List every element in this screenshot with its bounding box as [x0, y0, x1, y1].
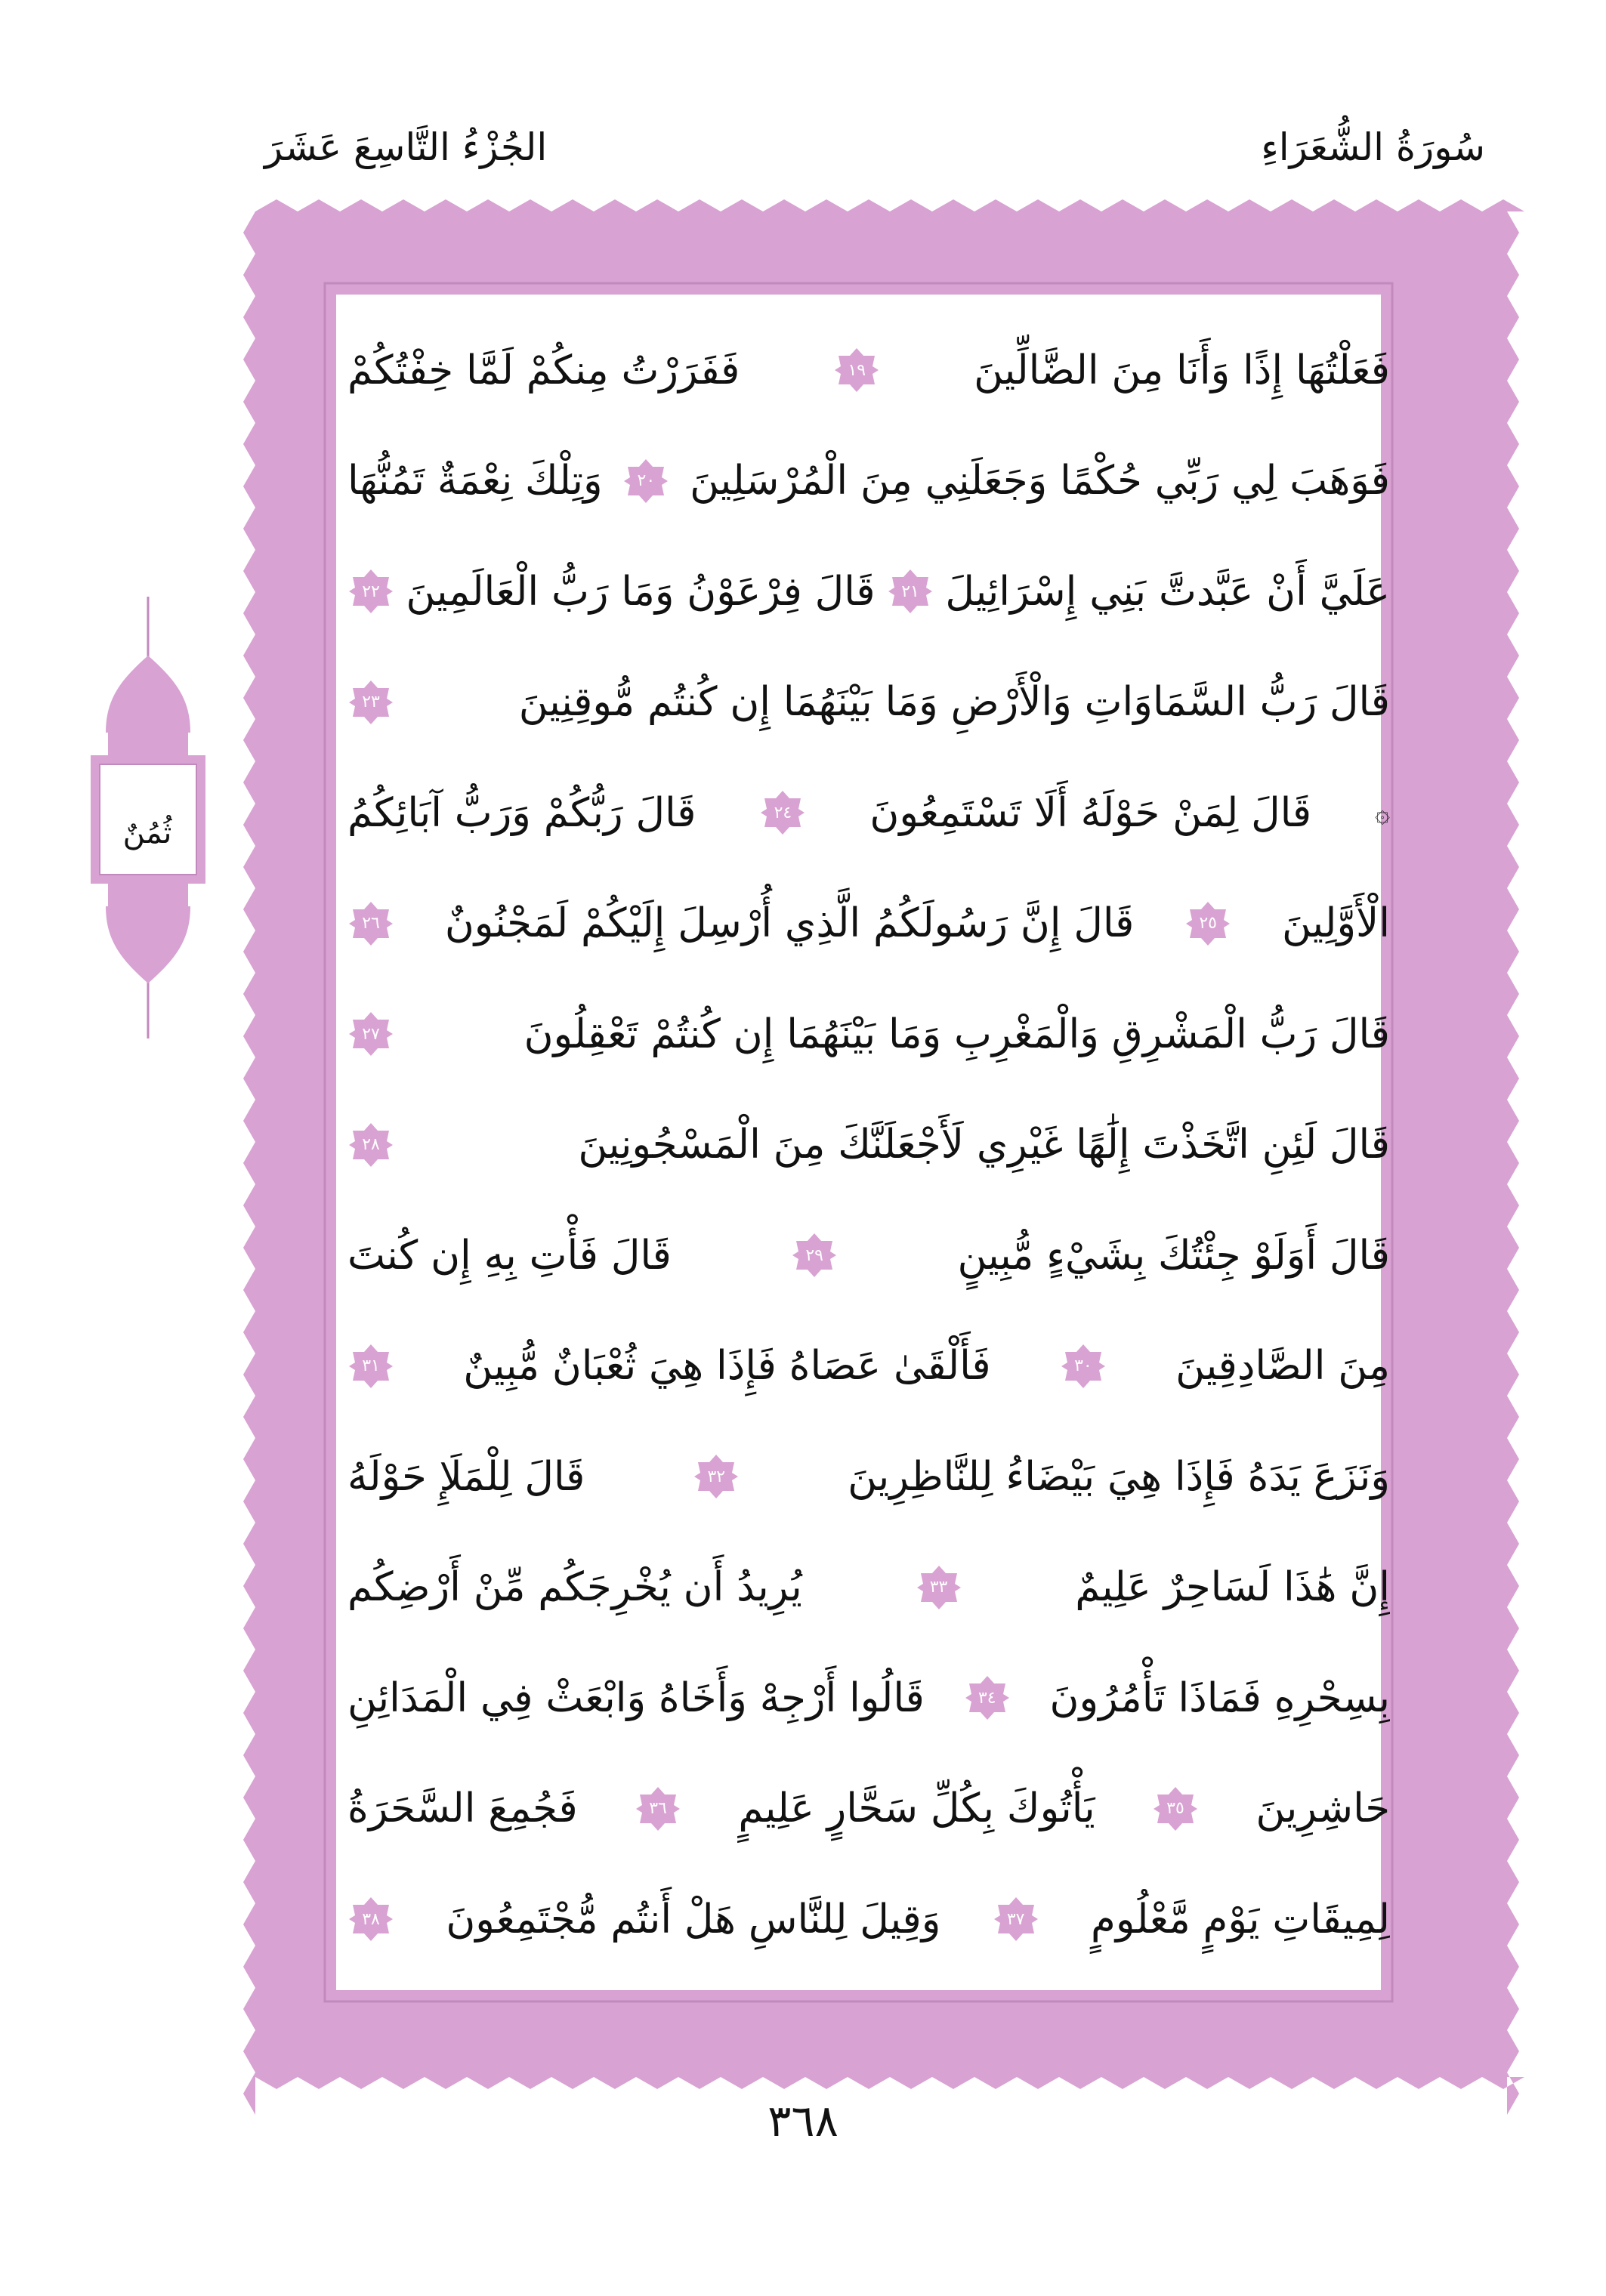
ayah-number-marker: [887, 568, 934, 615]
verse-line: [347, 546, 1390, 637]
ayah-number-marker: [791, 1232, 838, 1279]
page-number: ٣٦٨: [767, 2095, 839, 2146]
ayah-number-marker: [1060, 1343, 1107, 1390]
ayah-number-marker: [347, 900, 394, 947]
ayah-number-marker: [347, 568, 394, 615]
verse-text: وَتِلْكَ نِعْمَةٌ تَمُنُّهَا: [347, 458, 603, 504]
verse-text: قَالَ رَبُّكُمْ وَرَبُّ آبَائِكُمُ: [347, 789, 696, 836]
ayah-number-marker: [635, 1785, 681, 1832]
ayah-number-marker: [916, 1564, 962, 1611]
ayah-number: ٢٢: [362, 582, 380, 601]
verse-text: فَوَهَبَ لِي رَبِّي حُكْمًا وَجَعَلَنِي مِنَ الْمُرْسَلِينَ: [690, 458, 1390, 504]
verse-text: الْأَوَّلِينَ: [1281, 900, 1390, 946]
ayah-number: ٢٠: [637, 471, 656, 490]
ayah-number-marker: [759, 789, 806, 836]
ayah-number-marker: [622, 458, 669, 505]
verse-text: بِسِحْرِهِ فَمَاذَا تَأْمُرُونَ: [1049, 1674, 1390, 1721]
verse-text: قَالُوا أَرْجِهْ وَأَخَاهُ وَابْعَثْ فِي الْمَدَائِنِ: [347, 1674, 925, 1721]
ayah-number: ٢٨: [362, 1135, 380, 1154]
ayah-number-marker: [347, 1122, 394, 1168]
ayah-number-marker: [993, 1896, 1039, 1943]
verse-text: فَعَلْتُهَا إِذًا وَأَنَا مِنَ الضَّالِّينَ: [974, 347, 1390, 393]
verse-text: يَأْتُوكَ بِكُلِّ سَحَّارٍ عَلِيمٍ: [738, 1785, 1095, 1832]
hizb-star-icon: ۞: [1375, 798, 1390, 829]
verse-line: [347, 989, 1390, 1079]
ayah-number: ٣٣: [929, 1578, 948, 1597]
verse-text: قَالَ أَوَلَوْ جِئْتُكَ بِشَيْءٍ مُّبِينٍ: [957, 1232, 1390, 1279]
verse-line: [347, 1764, 1390, 1854]
verse-text: قَالَ رَبُّ السَّمَاوَاتِ وَالْأَرْضِ وَمَا بَيْنَهُمَا إِن كُنتُم مُّوقِنِينَ: [518, 679, 1390, 725]
juz-title: الجُزْءُ التَّاسِعَ عَشَرَ: [264, 125, 548, 169]
verse-text: فَفَرَرْتُ مِنكُمْ لَمَّا خِفْتُكُمْ: [347, 347, 740, 393]
verse-line: [347, 1210, 1390, 1301]
verse-text: قَالَ لَئِنِ اتَّخَذْتَ إِلَٰهًا غَيْرِي لَأَجْعَلَنَّكَ مِنَ الْمَسْجُونِينَ: [578, 1122, 1390, 1168]
ayah-number: ٢١: [901, 582, 919, 601]
verse-text: مِنَ الصَّادِقِينَ: [1175, 1343, 1390, 1389]
verse-line: [347, 657, 1390, 748]
ayah-number-marker: [347, 1896, 394, 1943]
ayah-number: ٣١: [362, 1356, 380, 1375]
ayah-number: ١٩: [848, 360, 866, 380]
verse-text: وَنَزَعَ يَدَهُ فَإِذَا هِيَ بَيْضَاءُ لِلنَّاظِرِينَ: [848, 1453, 1390, 1500]
verse-text: قَالَ لِلْمَلَإِ حَوْلَهُ: [347, 1453, 585, 1500]
ayah-number: ٢٩: [805, 1245, 823, 1265]
verse-text: قَالَ رَبُّ الْمَشْرِقِ وَالْمَغْرِبِ وَمَا بَيْنَهُمَا إِن كُنتُمْ تَعْقِلُونَ: [523, 1011, 1390, 1057]
ayah-number-marker: [833, 347, 880, 393]
ayah-number: ٢٧: [362, 1024, 380, 1044]
ayah-number-marker: [347, 1011, 394, 1057]
ayah-number: ٣٢: [707, 1467, 726, 1486]
surah-title: سُورَةُ الشُّعَرَاءِ: [1261, 125, 1485, 169]
verse-line: [347, 1100, 1390, 1190]
ayah-number: ٣٦: [649, 1799, 667, 1818]
ayah-number-marker: [347, 1343, 394, 1390]
ayah-number: ٢٤: [774, 803, 792, 822]
ayah-number-marker: [693, 1453, 740, 1500]
verse-text: حَاشِرِينَ: [1255, 1785, 1390, 1832]
verse-text: قَالَ إِنَّ رَسُولَكُمُ الَّذِي أُرْسِلَ إِلَيْكُمْ لَمَجْنُونٌ: [444, 900, 1135, 946]
verse-text: لِمِيقَاتِ يَوْمٍ مَّعْلُومٍ: [1091, 1896, 1390, 1943]
ayah-number: ٣٠: [1074, 1356, 1092, 1375]
ayah-number: ٢٥: [1199, 914, 1217, 933]
verse-line: [347, 1321, 1390, 1412]
ayah-number-marker: [347, 679, 394, 726]
thumun-marker-label: ثُمُنٌ: [122, 815, 172, 850]
verse-text: يُرِيدُ أَن يُخْرِجَكُم مِّنْ أَرْضِكُم: [347, 1564, 802, 1610]
verse-text: وَقِيلَ لِلنَّاسِ هَلْ أَنتُم مُّجْتَمِعُونَ: [446, 1896, 941, 1943]
ayah-number-marker: [1184, 900, 1231, 947]
verse-line: [347, 1653, 1390, 1743]
verse-text: قَالَ فِرْعَوْنُ وَمَا رَبُّ الْعَالَمِينَ: [406, 568, 876, 615]
ayah-number: ٣٤: [977, 1688, 996, 1708]
verse-text: فَجُمِعَ السَّحَرَةُ: [347, 1785, 578, 1832]
ayah-number: ٢٦: [362, 914, 380, 933]
ayah-number-marker: [964, 1674, 1011, 1721]
verse-line: [347, 1542, 1390, 1633]
verse-text: عَلَيَّ أَنْ عَبَّدتَّ بَنِي إِسْرَائِيلَ: [945, 568, 1390, 615]
verse-line: [347, 1431, 1390, 1522]
verse-line: [347, 325, 1390, 415]
ayah-number: ٣٥: [1166, 1799, 1184, 1818]
verse-line: [347, 878, 1390, 969]
ayah-number-marker: [1152, 1785, 1199, 1832]
verse-line: [347, 1874, 1390, 1964]
ayah-number: ٣٧: [1006, 1909, 1025, 1929]
verse-text: قَالَ فَأْتِ بِهِ إِن كُنتَ: [347, 1232, 672, 1279]
ayah-number: ٣٨: [362, 1909, 380, 1929]
verse-text: فَأَلْقَىٰ عَصَاهُ فَإِذَا هِيَ ثُعْبَانٌ مُّبِينٌ: [463, 1343, 991, 1389]
ayah-number: ٢٣: [362, 693, 380, 711]
verse-line: [347, 767, 1390, 858]
verse-text: إِنَّ هَٰذَا لَسَاحِرٌ عَلِيمٌ: [1075, 1564, 1390, 1610]
verse-text: قَالَ لِمَنْ حَوْلَهُ أَلَا تَسْتَمِعُونَ: [869, 789, 1312, 836]
verse-line: [347, 436, 1390, 526]
